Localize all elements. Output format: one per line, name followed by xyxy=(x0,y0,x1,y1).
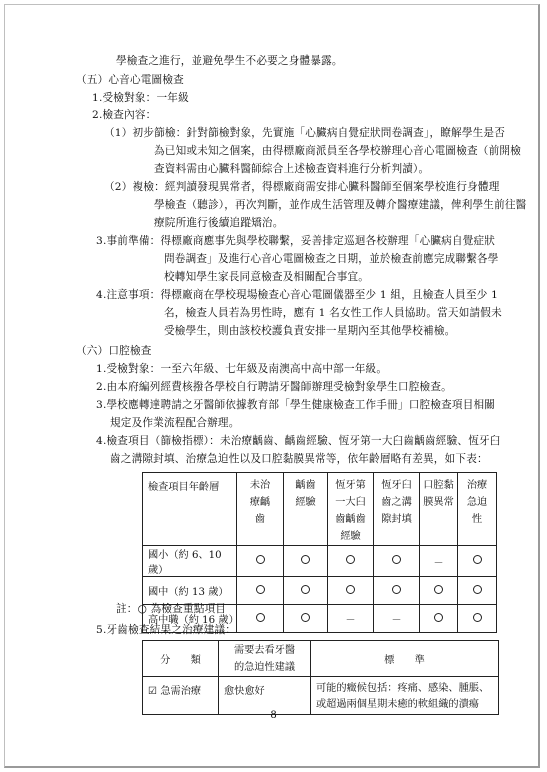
mark-cell xyxy=(328,577,374,605)
dash-mark: － xyxy=(433,557,444,569)
body-line: 1.受檢對象：一至六年級、七年級及南澳高中高中部一年級。 xyxy=(96,363,388,375)
mark-cell xyxy=(284,546,328,577)
mark-cell xyxy=(420,577,458,605)
body-line: 4.注意事項：得標廠商在學校現場檢查心音心電圖儀器至少 1 組，且檢查人員至少 1 xyxy=(96,289,499,301)
header-cell: 需要去看牙醫的急迫性建議 xyxy=(219,641,311,677)
body-line: 名，檢查人員若為男性時，應有 1 名女性工作人員協助。當天如請假未 xyxy=(164,307,502,319)
body-line: 3.學校應轉達聘請之牙醫師依據教育部「學生健康檢查工作手冊」口腔檢查項目相關 xyxy=(96,399,496,411)
row-label: 高中職（約 16 歲） xyxy=(143,605,237,633)
header-cell: 口腔黏膜異常 xyxy=(420,473,458,546)
header-cell: 恆牙臼齒之溝隙封填 xyxy=(374,473,420,546)
circle-mark-icon xyxy=(301,613,310,622)
body-line: 查資料需由心臟科醫師綜合上述檢查資料進行分析判讀）。 xyxy=(154,163,430,175)
mark-cell xyxy=(237,605,284,633)
dash-mark: － xyxy=(345,615,356,626)
mark-cell xyxy=(237,546,284,577)
body-line: 2.由本府編列經費核撥各學校自行聘請牙醫師辦理受檢對象學生口腔檢查。 xyxy=(96,381,452,393)
mark-cell xyxy=(374,546,420,577)
circle-mark-icon xyxy=(256,613,265,622)
body-line: 3.事前準備：得標廠商應事先與學校聯繫，妥善排定巡迴各校辦理「心臟病自覺症狀 xyxy=(96,235,496,247)
mark-cell xyxy=(328,546,374,577)
circle-mark-icon xyxy=(256,555,265,564)
urgency-cell: 愈快愈好 xyxy=(219,677,311,715)
row-label: 國小（約 6、10 歲） xyxy=(143,546,237,577)
mark-cell xyxy=(374,605,420,633)
table-row xyxy=(143,677,499,715)
mark-cell xyxy=(237,577,284,605)
mark-cell xyxy=(374,577,420,605)
section-heading: （六）口腔檢查 xyxy=(76,345,152,357)
body-line: 學檢查（聽診），再次判斷，並作成生活管理及轉介醫療建議，俾利學生前往醫 xyxy=(154,199,527,211)
circle-mark-icon xyxy=(473,555,482,564)
section-heading: （五）心音心電圖檢查 xyxy=(76,74,184,86)
table-header-row xyxy=(143,473,497,546)
mark-cell xyxy=(284,605,328,633)
header-cell: 檢查項目年齡層 xyxy=(143,473,237,546)
circle-mark-icon xyxy=(434,613,443,622)
header-cell: 治療急迫性 xyxy=(458,473,497,546)
body-line: 校轉知學生家長同意檢查及相關配合事宜。 xyxy=(164,271,370,283)
body-line: 療院所進行後續追蹤矯治。 xyxy=(154,217,284,229)
mark-cell xyxy=(284,577,328,605)
mark-cell xyxy=(420,605,458,633)
body-line: 齒之溝隙封填、治療急迫性以及口腔黏膜異常等，依年齡層略有差異，如下表： xyxy=(110,453,488,465)
body-line: 為已知或未知之個案，由得標廠商派員至各學校辦理心音心電圖檢查（前開檢 xyxy=(154,145,521,157)
circle-mark-icon xyxy=(473,613,482,622)
body-line: 4.檢查項目（篩檢指標）：未治療齲齒、齲齒經驗、恆牙第一大臼齒齲齒經驗、恆牙臼 xyxy=(96,435,501,447)
body-line: 學檢查之進行，並避免學生不必要之身體暴露。 xyxy=(116,55,343,67)
circle-mark-icon xyxy=(392,585,401,594)
circle-mark-icon xyxy=(434,585,443,594)
body-line: （2）複檢：經判讀發現異常者，得標廠商需安排心臟科醫師至個案學校進行身體理 xyxy=(104,181,500,193)
body-line: 規定及作業流程配合辦理。 xyxy=(110,417,240,429)
circle-mark-icon xyxy=(346,585,355,594)
table-row xyxy=(143,546,497,577)
body-line: 受檢學生，則由該校校護負責安排一星期內至其他學校補檢。 xyxy=(164,325,456,337)
header-cell: 分 類 xyxy=(143,641,219,677)
header-cell: 標 準 xyxy=(311,641,499,677)
mark-cell xyxy=(458,577,497,605)
table-header-row xyxy=(143,641,499,677)
circle-mark-icon xyxy=(301,555,310,564)
category-cell: ☑ 急需治療 xyxy=(143,677,219,715)
body-line: 問卷調查」及進行心音心電圖檢查之日期，並於檢查前應完成聯繫各學 xyxy=(164,253,499,265)
header-cell: 未治療齲齒 xyxy=(237,473,284,546)
page-number: 8 xyxy=(270,710,277,721)
mark-cell xyxy=(458,605,497,633)
row-label: 國中（約 13 歲） xyxy=(143,577,237,605)
mark-cell xyxy=(420,546,458,577)
circle-mark-icon xyxy=(346,555,355,564)
treatment-table xyxy=(142,640,499,715)
body-line: 5.牙齒檢查結果之治療建議： xyxy=(96,624,237,636)
circle-mark-icon xyxy=(392,555,401,564)
circle-mark-icon xyxy=(256,585,265,594)
table-note: 註：○ 為檢查重點項目 xyxy=(116,603,227,615)
header-cell: 齲齒經驗 xyxy=(284,473,328,546)
mark-cell xyxy=(328,605,374,633)
circle-mark-icon xyxy=(473,585,482,594)
body-line: （1）初步篩檢：針對篩檢對象，先實施「心臟病自覺症狀問卷調查」，瞭解學生是否 xyxy=(104,127,506,139)
body-line: 2.檢查內容： xyxy=(92,109,157,121)
body-line: 1.受檢對象：一年級 xyxy=(92,92,189,104)
table-row xyxy=(143,577,497,605)
standard-cell: 可能的癥候包括：疼痛、感染、腫脹、或超過兩個星期未癒的軟組織的潰瘍 xyxy=(311,677,499,715)
circle-mark-icon xyxy=(301,585,310,594)
dash-mark: － xyxy=(391,615,402,626)
mark-cell xyxy=(458,546,497,577)
header-cell: 恆牙第一大臼齒齲齒經驗 xyxy=(328,473,374,546)
